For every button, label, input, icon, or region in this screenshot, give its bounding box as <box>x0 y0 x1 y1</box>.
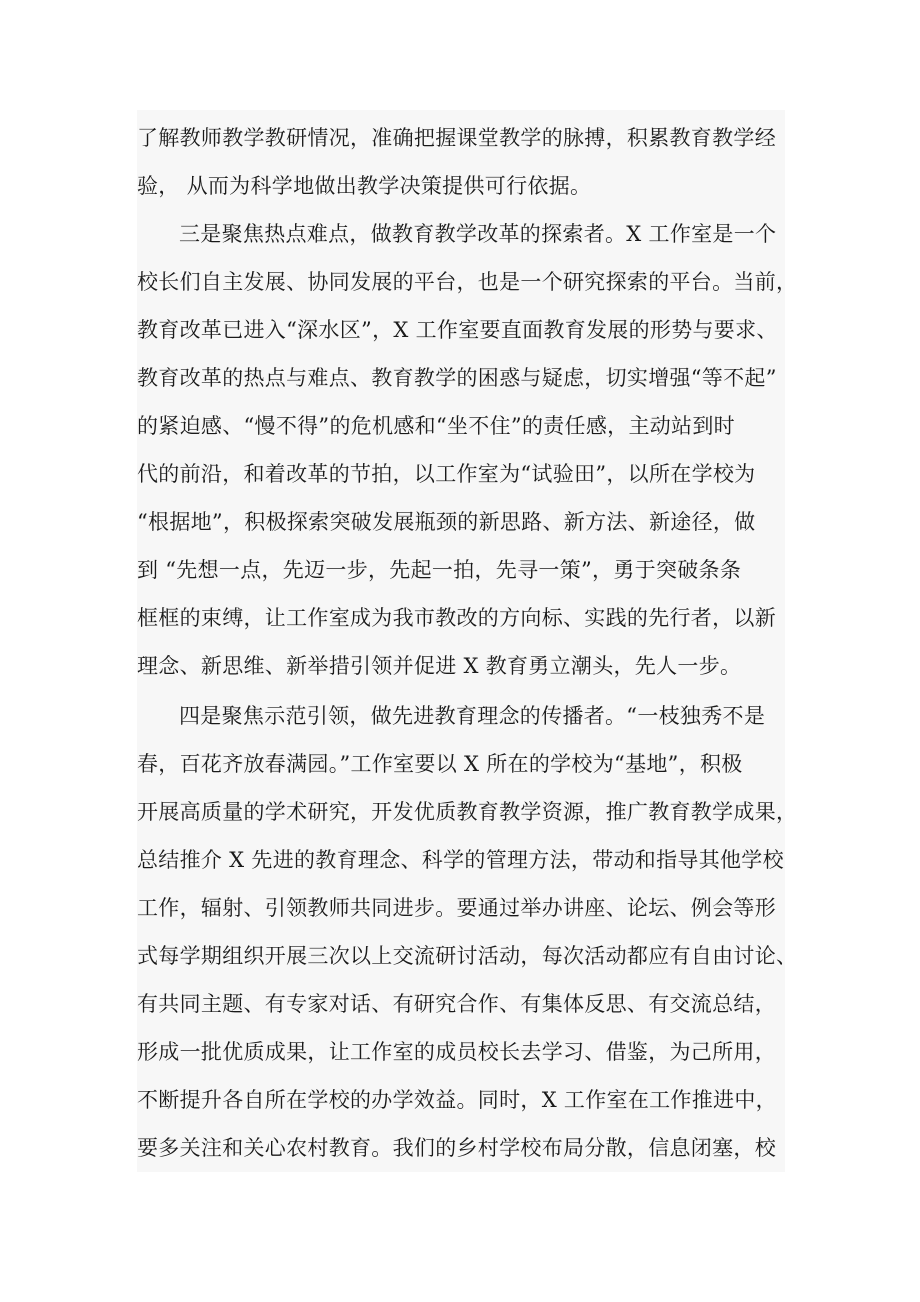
text-line: 了解教师教学教研情况，准确把握课堂教学的脉搏，积累教育教学经 <box>137 126 776 150</box>
text-line: 教育改革的热点与难点、教育教学的困惑与疑虑，切实增强“等不起” <box>137 366 777 390</box>
paragraph-start-line: 四是聚焦示范引领，做先进教育理念的传播者。“一枝独秀不是 <box>179 704 766 728</box>
text-line: 教育改革已进入“深水区”，X 工作室要直面教育发展的形势与要求、 <box>137 318 778 342</box>
text-line: 总结推介 X 先进的教育理念、科学的管理方法，带动和指导其他学校 <box>137 848 784 872</box>
text-line: 框框的束缚，让工作室成为我市教改的方向标、实践的先行者，以新 <box>137 606 776 630</box>
paragraph-start-line: 三是聚焦热点难点，做教育教学改革的探索者。X 工作室是一个 <box>179 222 777 246</box>
document-body <box>137 110 798 1172</box>
text-line: 代的前沿，和着改革的节拍，以工作室为“试验田”，以所在学校为 <box>137 462 756 486</box>
text-line: 验， 从而为科学地做出教学决策提供可行依据。 <box>137 174 592 198</box>
text-line: 形成一批优质成果，让工作室的成员校长去学习、借鉴，为己所用， <box>137 1040 776 1064</box>
text-line: 要多关注和关心农村教育。我们的乡村学校布局分散，信息闭塞，校 <box>137 1136 776 1160</box>
text-line: 式每学期组织开展三次以上交流研讨活动，每次活动都应有自由讨论、 <box>137 944 798 968</box>
text-line: 的紧迫感、“慢不得”的危机感和“坐不住”的责任感，主动站到时 <box>137 414 735 438</box>
text-line: 开展高质量的学术研究，开发优质教育教学资源，推广教育教学成果， <box>137 800 798 824</box>
text-line: 到 “先想一点，先迈一步，先起一拍，先寻一策”，勇于突破条条 <box>137 558 742 582</box>
text-line: 不断提升各自所在学校的办学效益。同时，X 工作室在工作推进中， <box>137 1088 777 1112</box>
text-line: “根据地”，积极探索突破发展瓶颈的新思路、新方法、新途径，做 <box>137 510 756 534</box>
text-line: 工作，辐射、引领教师共同进步。要通过举办讲座、论坛、例会等形 <box>137 896 776 920</box>
text-line: 春，百花齐放春满园。”工作室要以 X 所在的学校为“基地”，积极 <box>137 752 743 776</box>
text-line: 理念、新思维、新举措引领并促进 X 教育勇立潮头，先人一步。 <box>137 654 742 678</box>
text-line: 校长们自主发展、协同发展的平台，也是一个研究探索的平台。当前， <box>137 270 798 294</box>
text-line: 有共同主题、有专家对话、有研究合作、有集体反思、有交流总结， <box>137 992 776 1016</box>
